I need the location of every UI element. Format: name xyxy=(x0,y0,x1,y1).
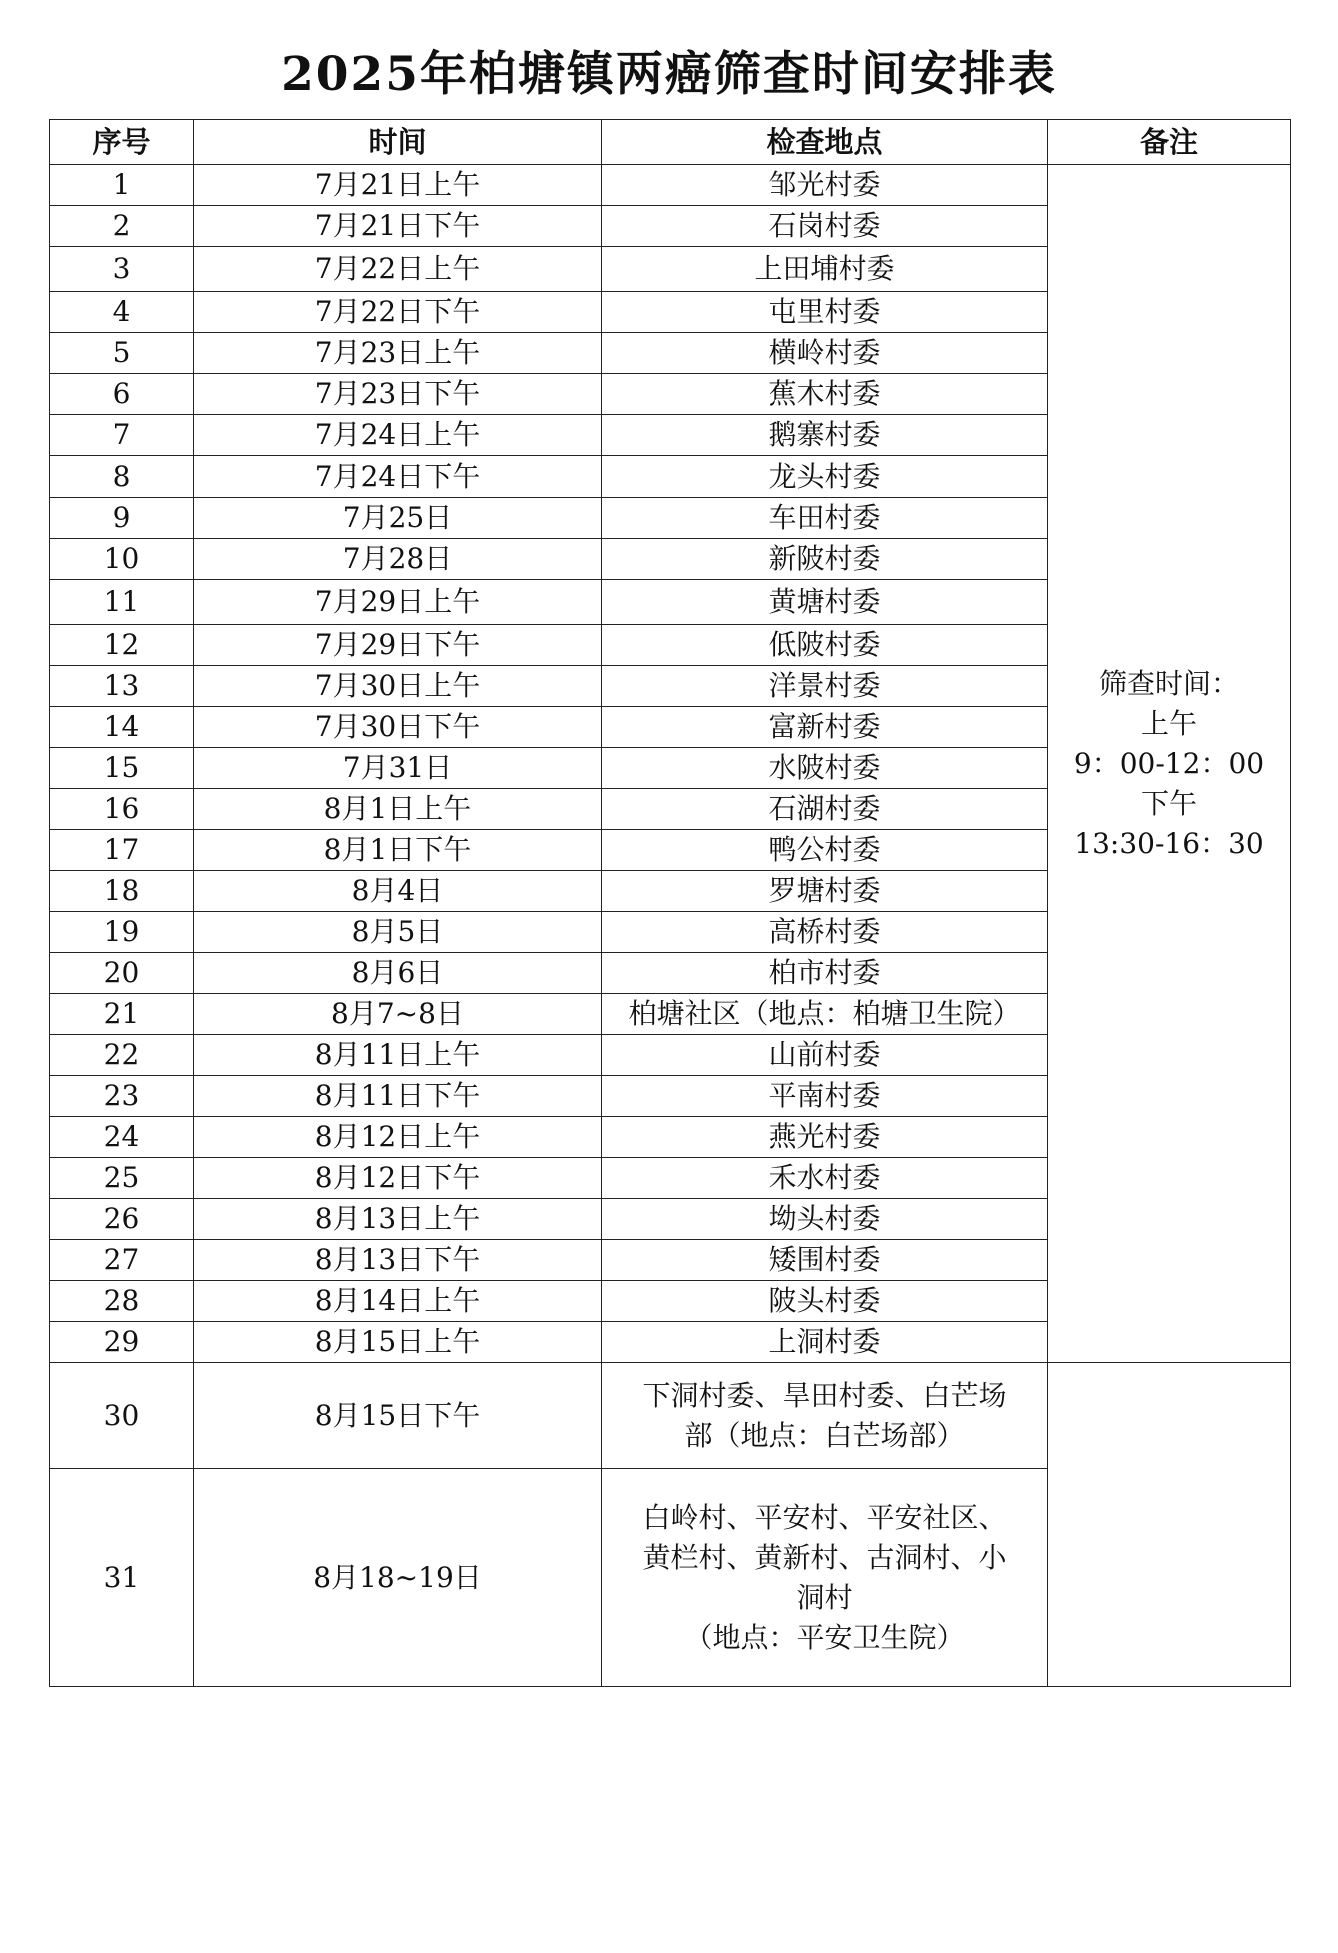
row-location xyxy=(602,953,1048,994)
location-line: 白岭村、平安村、平安社区、 xyxy=(642,1500,1007,1534)
row-location xyxy=(602,912,1048,953)
row-number: 26 xyxy=(50,1199,194,1240)
row-time: 8月12日上午 xyxy=(194,1117,602,1158)
row-number: 1 xyxy=(50,165,194,206)
location-line: 横岭村委 xyxy=(768,336,881,369)
row-number: 22 xyxy=(50,1035,194,1076)
location-line: 鸭公村委 xyxy=(768,833,881,866)
location-line: 燕光村委 xyxy=(768,1120,881,1153)
row-number: 12 xyxy=(50,625,194,666)
row-time: 8月12日下午 xyxy=(194,1158,602,1199)
note-line: 下午 xyxy=(1140,786,1197,820)
table-header-row xyxy=(50,120,1291,165)
row-time: 8月1日上午 xyxy=(194,789,602,830)
note-line: 筛查时间： xyxy=(1098,666,1239,700)
row-location xyxy=(602,707,1048,748)
location-line: 上洞村委 xyxy=(768,1325,881,1358)
header-time: 时间 xyxy=(194,120,602,165)
row-location xyxy=(602,580,1048,625)
row-time: 7月21日下午 xyxy=(194,206,602,247)
location-line: 坳头村委 xyxy=(768,1202,881,1235)
row-time: 7月29日下午 xyxy=(194,625,602,666)
row-location xyxy=(602,292,1048,333)
row-location xyxy=(602,1469,1048,1687)
row-location xyxy=(602,539,1048,580)
row-number: 5 xyxy=(50,333,194,374)
row-location xyxy=(602,165,1048,206)
location-line: 柏塘社区（地点：柏塘卫生院） xyxy=(628,997,1021,1030)
row-location xyxy=(602,415,1048,456)
location-line: 下洞村委、旱田村委、白芒场 xyxy=(642,1378,1007,1412)
row-number: 29 xyxy=(50,1322,194,1363)
row-time: 8月6日 xyxy=(194,953,602,994)
row-time: 8月11日上午 xyxy=(194,1035,602,1076)
location-line: 山前村委 xyxy=(768,1038,881,1071)
header-no: 序号 xyxy=(50,120,194,165)
row-number: 17 xyxy=(50,830,194,871)
row-location xyxy=(602,1158,1048,1199)
row-number: 9 xyxy=(50,498,194,539)
row-number: 7 xyxy=(50,415,194,456)
row-time: 8月13日下午 xyxy=(194,1240,602,1281)
row-location xyxy=(602,871,1048,912)
row-number: 30 xyxy=(50,1363,194,1469)
row-number: 13 xyxy=(50,666,194,707)
row-number: 31 xyxy=(50,1469,194,1687)
row-time: 7月23日上午 xyxy=(194,333,602,374)
schedule-table xyxy=(49,119,1291,1687)
location-line: 石岗村委 xyxy=(768,209,881,242)
row-location xyxy=(602,1281,1048,1322)
row-location xyxy=(602,374,1048,415)
note-line: 13:30-16：30 xyxy=(1074,826,1264,860)
note-empty-cell xyxy=(1048,1363,1291,1687)
row-location xyxy=(602,1322,1048,1363)
row-number: 2 xyxy=(50,206,194,247)
row-time: 7月31日 xyxy=(194,748,602,789)
row-location xyxy=(602,333,1048,374)
row-time: 8月5日 xyxy=(194,912,602,953)
location-line: 鹅寨村委 xyxy=(768,418,881,451)
row-time: 8月11日下午 xyxy=(194,1076,602,1117)
header-location: 检查地点 xyxy=(602,120,1048,165)
location-line: 黄塘村委 xyxy=(768,585,881,618)
row-location xyxy=(602,1076,1048,1117)
row-number: 18 xyxy=(50,871,194,912)
row-time: 7月22日上午 xyxy=(194,247,602,292)
row-number: 15 xyxy=(50,748,194,789)
row-location xyxy=(602,1199,1048,1240)
row-number: 24 xyxy=(50,1117,194,1158)
row-number: 10 xyxy=(50,539,194,580)
location-line: 富新村委 xyxy=(768,710,881,743)
row-location xyxy=(602,748,1048,789)
table-row xyxy=(50,1363,1291,1469)
location-line: 高桥村委 xyxy=(768,915,881,948)
row-location xyxy=(602,789,1048,830)
location-line: （地点：平安卫生院） xyxy=(684,1620,965,1654)
location-line: 上田埔村委 xyxy=(754,252,895,285)
location-line: 柏市村委 xyxy=(768,956,881,989)
location-line: 矮围村委 xyxy=(768,1243,881,1276)
row-time: 7月21日上午 xyxy=(194,165,602,206)
row-location xyxy=(602,625,1048,666)
row-number: 8 xyxy=(50,456,194,498)
row-number: 3 xyxy=(50,247,194,292)
location-line: 部（地点：白芒场部） xyxy=(684,1418,965,1452)
row-time: 8月18~19日 xyxy=(194,1469,602,1687)
location-line: 洞村 xyxy=(796,1580,853,1614)
table-body xyxy=(50,165,1291,1687)
row-number: 14 xyxy=(50,707,194,748)
row-number: 19 xyxy=(50,912,194,953)
page-title: 2025年柏塘镇两癌筛查时间安排表 xyxy=(281,47,1057,102)
note-line: 上午 xyxy=(1140,706,1197,740)
location-line: 龙头村委 xyxy=(768,459,881,493)
row-time: 8月15日下午 xyxy=(194,1363,602,1469)
row-number: 23 xyxy=(50,1076,194,1117)
row-time: 8月1日下午 xyxy=(194,830,602,871)
row-location xyxy=(602,830,1048,871)
row-number: 16 xyxy=(50,789,194,830)
screening-hours-note xyxy=(1048,165,1291,1363)
row-location xyxy=(602,994,1048,1035)
row-time: 7月25日 xyxy=(194,498,602,539)
table-row xyxy=(50,165,1291,206)
location-line: 石湖村委 xyxy=(768,792,881,825)
row-time: 8月14日上午 xyxy=(194,1281,602,1322)
row-time: 8月7~8日 xyxy=(194,994,602,1035)
row-location xyxy=(602,247,1048,292)
row-location xyxy=(602,206,1048,247)
location-line: 新陂村委 xyxy=(768,542,881,575)
row-time: 8月4日 xyxy=(194,871,602,912)
row-time: 7月24日上午 xyxy=(194,415,602,456)
row-location xyxy=(602,498,1048,539)
row-location xyxy=(602,456,1048,498)
row-number: 27 xyxy=(50,1240,194,1281)
row-number: 20 xyxy=(50,953,194,994)
row-time: 7月30日下午 xyxy=(194,707,602,748)
row-number: 6 xyxy=(50,374,194,415)
row-location xyxy=(602,1035,1048,1076)
row-location xyxy=(602,1363,1048,1469)
row-location xyxy=(602,666,1048,707)
row-location xyxy=(602,1240,1048,1281)
location-line: 蕉木村委 xyxy=(768,377,881,410)
row-time: 7月22日下午 xyxy=(194,292,602,333)
location-line: 车田村委 xyxy=(768,501,881,534)
location-line: 平南村委 xyxy=(768,1079,881,1112)
location-line: 禾水村委 xyxy=(768,1161,881,1194)
row-number: 4 xyxy=(50,292,194,333)
location-line: 洋景村委 xyxy=(768,669,881,702)
row-time: 7月23日下午 xyxy=(194,374,602,415)
location-line: 低陂村委 xyxy=(768,628,881,661)
location-line: 屯里村委 xyxy=(768,295,881,328)
note-line: 9：00-12：00 xyxy=(1073,746,1265,780)
header-note: 备注 xyxy=(1048,120,1291,165)
location-line: 罗塘村委 xyxy=(768,874,881,907)
row-number: 21 xyxy=(50,994,194,1035)
location-line: 水陂村委 xyxy=(768,751,881,784)
row-number: 25 xyxy=(50,1158,194,1199)
location-line: 黄栏村、黄新村、古洞村、小 xyxy=(642,1540,1007,1574)
row-time: 7月28日 xyxy=(194,539,602,580)
row-time: 7月24日下午 xyxy=(194,456,602,498)
location-line: 邹光村委 xyxy=(768,168,881,201)
row-time: 7月30日上午 xyxy=(194,666,602,707)
row-number: 11 xyxy=(50,580,194,625)
row-time: 8月13日上午 xyxy=(194,1199,602,1240)
row-time: 7月29日上午 xyxy=(194,580,602,625)
row-time: 8月15日上午 xyxy=(194,1322,602,1363)
row-number: 28 xyxy=(50,1281,194,1322)
location-line: 陂头村委 xyxy=(768,1284,881,1317)
row-location xyxy=(602,1117,1048,1158)
